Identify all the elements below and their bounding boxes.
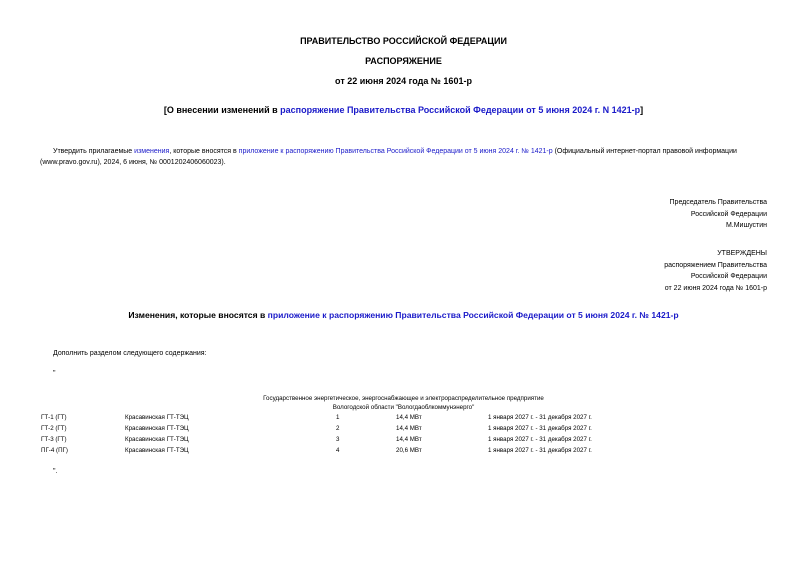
unit-power: 14,4 МВт bbox=[396, 425, 422, 432]
table-caption-line2: Вологодской области "Вологдаоблкоммунэнерго" bbox=[332, 404, 475, 411]
unit-period: 1 января 2027 г. - 31 декабря 2027 г. bbox=[488, 425, 592, 432]
document-type: РАСПОРЯЖЕНИЕ bbox=[365, 56, 442, 66]
unit-number: 4 bbox=[336, 447, 340, 454]
changes-title-prefix: Изменения, которые вносятся в bbox=[128, 310, 268, 320]
signature-block bbox=[670, 197, 767, 232]
appendix-link[interactable]: приложение к распоряжению Правительства Российской Федерации от 5 июня 2024 г. № 1421-р bbox=[238, 148, 553, 155]
supplement-text: Дополнить разделом следующего содержания: bbox=[53, 350, 207, 357]
table-row bbox=[0, 447, 807, 459]
approval-line4: от 22 июня 2024 года № 1601-р bbox=[664, 284, 767, 292]
approval-block bbox=[664, 248, 767, 294]
unit-power: 14,4 МВт bbox=[396, 436, 422, 443]
approval-title: УТВЕРЖДЕНЫ bbox=[717, 250, 767, 257]
approval-line3: Российской Федерации bbox=[690, 273, 767, 280]
unit-power: 20,6 МВт bbox=[396, 447, 422, 454]
subject-suffix: ] bbox=[640, 105, 644, 115]
station-name: Красавинская ГТ-ТЭЦ bbox=[125, 436, 189, 443]
unit-code: ГТ-3 (ГТ) bbox=[41, 436, 67, 443]
document-date-number: от 22 июня 2024 года № 1601-р bbox=[335, 76, 472, 86]
document-subject bbox=[0, 105, 807, 115]
authority-title: ПРАВИТЕЛЬСТВО РОССИЙСКОЙ ФЕДЕРАЦИИ bbox=[300, 36, 507, 46]
changes-link[interactable]: изменения bbox=[134, 148, 170, 155]
table-caption-line1: Государственное энергетическое, энергоснабжающее и электрораспределительное предприятие bbox=[263, 395, 544, 402]
unit-code: ГТ-2 (ГТ) bbox=[41, 425, 67, 432]
p1-text-c: (Официальный интернет-портал правовой информации bbox=[552, 148, 737, 155]
open-quote: " bbox=[53, 370, 56, 377]
changes-title bbox=[0, 310, 807, 320]
subject-prefix: [О внесении изменений в bbox=[163, 105, 281, 115]
signature-country: Российской Федерации bbox=[690, 210, 767, 218]
p1-text-a: Утвердить прилагаемые bbox=[53, 148, 135, 155]
p1-text-b: , которые вносятся в bbox=[169, 148, 239, 155]
signature-name: М.Мишустин bbox=[725, 222, 767, 229]
unit-code: ГТ-1 (ГТ) bbox=[41, 414, 67, 421]
unit-power: 14,4 МВт bbox=[396, 414, 422, 421]
unit-period: 1 января 2027 г. - 31 декабря 2027 г. bbox=[488, 436, 592, 443]
unit-period: 1 января 2027 г. - 31 декабря 2027 г. bbox=[488, 414, 592, 421]
station-name: Красавинская ГТ-ТЭЦ bbox=[125, 425, 189, 432]
station-name: Красавинская ГТ-ТЭЦ bbox=[125, 447, 189, 454]
subject-link[interactable]: распоряжение Правительства Российской Федерации от 5 июня 2024 г. N 1421-р bbox=[280, 105, 641, 115]
signature-position: Председатель Правительства bbox=[669, 199, 767, 206]
approval-line2: распоряжением Правительства bbox=[664, 261, 767, 269]
changes-title-link[interactable]: приложение к распоряжению Правительства Российской Федерации от 5 июня 2024 г. № 1421-р bbox=[267, 310, 679, 320]
unit-number: 1 bbox=[336, 414, 340, 421]
unit-number: 2 bbox=[336, 425, 340, 432]
unit-code: ПГ-4 (ПГ) bbox=[41, 447, 68, 454]
close-quote: ". bbox=[53, 468, 58, 475]
unit-period: 1 января 2027 г. - 31 декабря 2027 г. bbox=[488, 447, 592, 454]
p1-line2: (www.pravo.gov.ru), 2024, 6 июня, № 0001202406060023). bbox=[40, 159, 226, 166]
station-name: Красавинская ГТ-ТЭЦ bbox=[125, 414, 189, 421]
unit-number: 3 bbox=[336, 436, 340, 443]
body-paragraph bbox=[40, 146, 770, 168]
